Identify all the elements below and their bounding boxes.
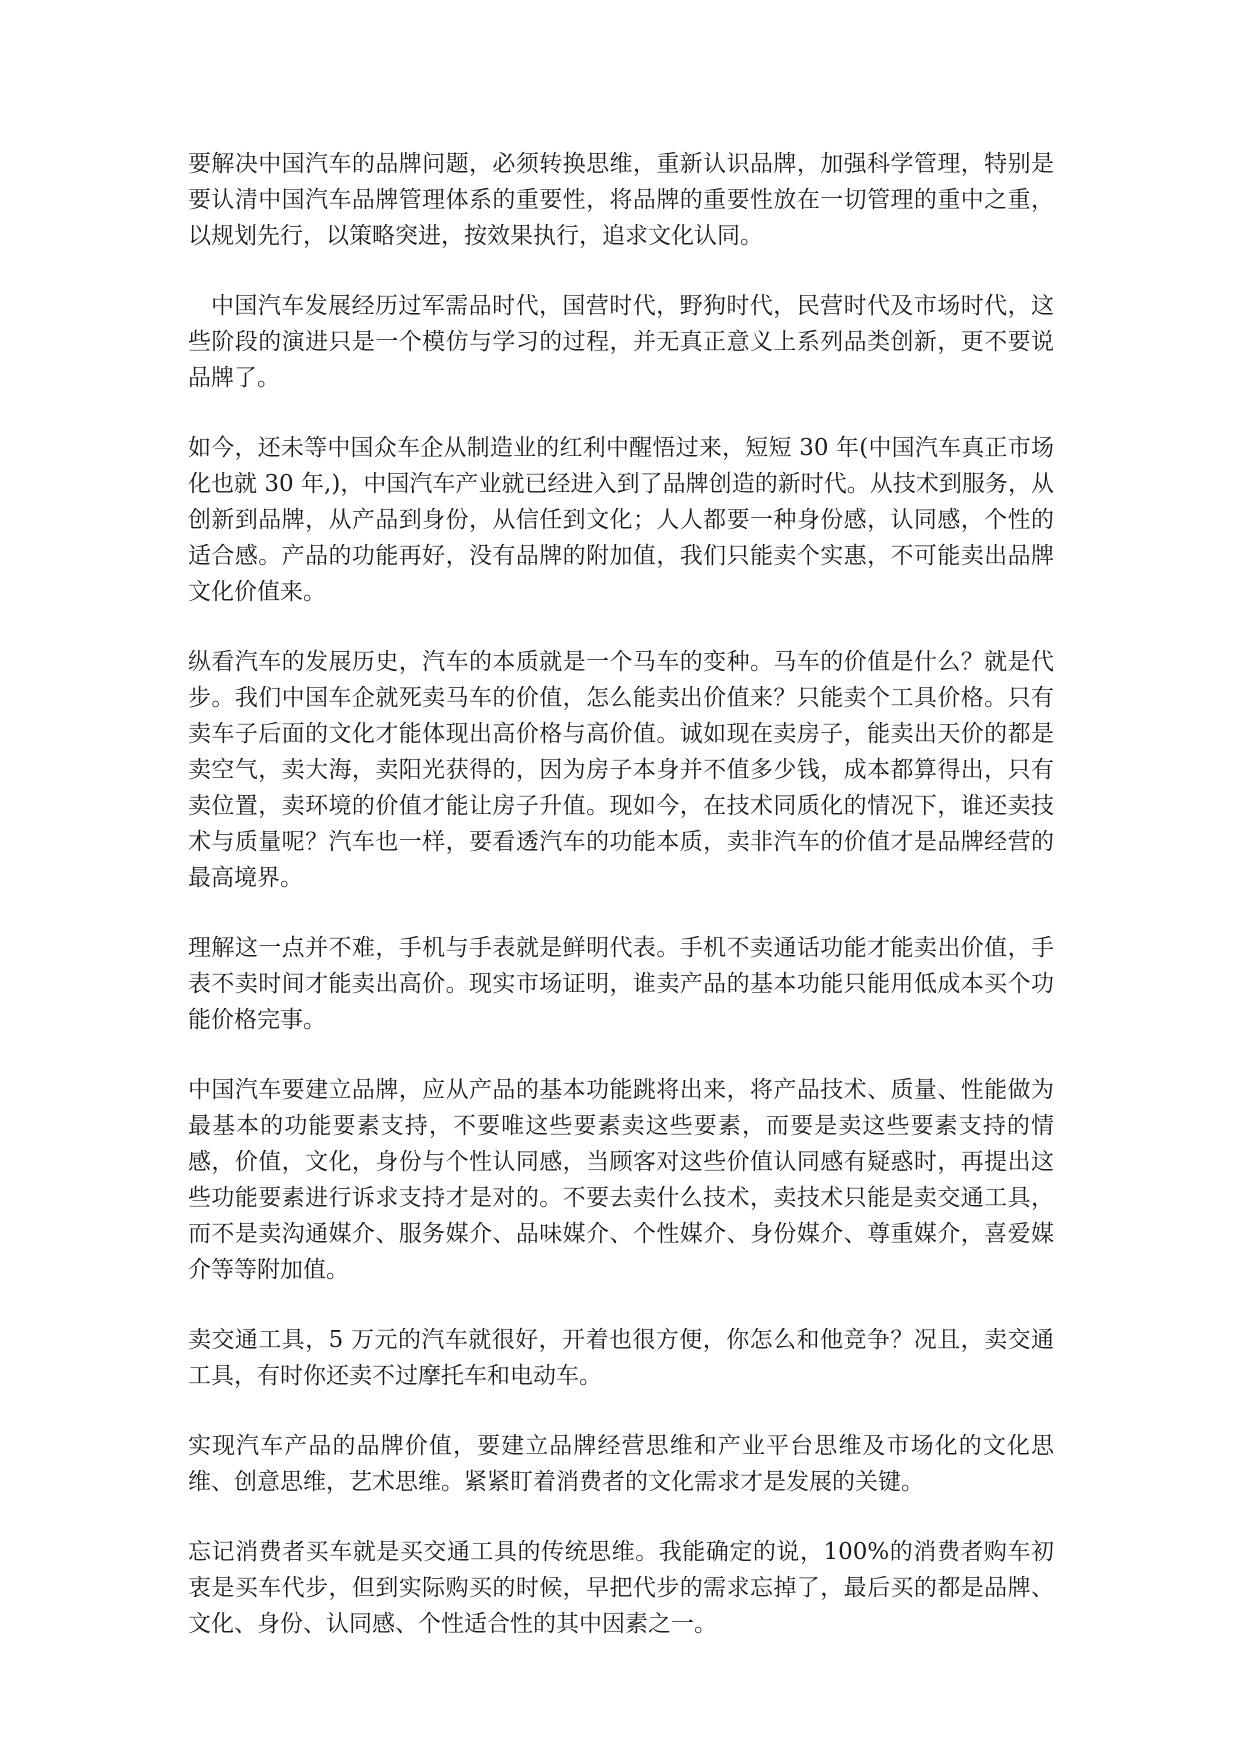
paragraph-new-era: 如今，还未等中国众车企从制造业的红利中醒悟过来，短短 30 年(中国汽车真正市场化也就 30 年,)，中国汽车产业就已经进入到了品牌创造的新时代。从技术到服务，从创新到品牌，从产品到身份，从信任到文化；人人都要一种身份感，认同感，个性的适合感。产品的功能再好，没有品牌的附加值，我们只能卖个实惠，不可能卖出品牌文化价值来。 [188,435,1054,605]
document-page [188,146,1054,1676]
paragraph-forget-tradition: 忘记消费者买车就是买交通工具的传统思维。我能确定的说，100%的消费者购车初衷是买车代步，但到实际购买的时候，早把代步的需求忘掉了，最后买的都是品牌、文化、身份、认同感、个性适合性的其中因素之一。 [188,1539,1054,1637]
paragraph-build-brand: 中国汽车要建立品牌，应从产品的基本功能跳将出来，将产品技术、质量、性能做为最基本的功能要素支持，不要唯这些要素卖这些要素，而要是卖这些要素支持的情感，价值，文化，身份与个性认同感，当顾客对这些价值认同感有疑惑时，再提出这些功能要素进行诉求支持才是对的。不要去卖什么技术，卖技术只能是卖交通工具，而不是卖沟通媒介、服务媒介、品味媒介、个性媒介、身份媒介、尊重媒介，喜爱媒介等等附加值。 [188,1077,1054,1283]
paragraph-brand-value: 实现汽车产品的品牌价值，要建立品牌经营思维和产业平台思维及市场化的文化思维、创意思维，艺术思维。紧紧盯着消费者的文化需求才是发展的关键。 [188,1433,1054,1495]
paragraph-transport-tool: 卖交通工具，5 万元的汽车就很好，开着也很方便，你怎么和他竞争？况且，卖交通工具，有时你还卖不过摩托车和电动车。 [188,1327,1054,1389]
paragraph-phone-watch: 理解这一点并不难，手机与手表就是鲜明代表。手机不卖通话功能才能卖出价值，手表不卖时间才能卖出高价。现实市场证明，谁卖产品的基本功能只能用低成本买个功能价格完事。 [188,935,1054,1033]
paragraph-car-essence: 纵看汽车的发展历史，汽车的本质就是一个马车的变种。马车的价值是什么？就是代步。我们中国车企就死卖马车的价值，怎么能卖出价值来？只能卖个工具价格。只有卖车子后面的文化才能体现出高价格与高价值。诚如现在卖房子，能卖出天价的都是卖空气，卖大海，卖阳光获得的，因为房子本身并不值多少钱，成本都算得出，只有卖位置，卖环境的价值才能让房子升值。现如今，在技术同质化的情况下，谁还卖技术与质量呢？汽车也一样，要看透汽车的功能本质，卖非汽车的价值才是品牌经营的最高境界。 [188,649,1054,891]
paragraph-brand-problem: 要解决中国汽车的品牌问题，必须转换思维，重新认识品牌，加强科学管理，特别是要认清中国汽车品牌管理体系的重要性，将品牌的重要性放在一切管理的重中之重，以规划先行，以策略突进，按效果执行，追求文化认同。 [188,151,1054,249]
paragraph-development-history: 中国汽车发展经历过军需品时代，国营时代，野狗时代，民营时代及市场时代，这些阶段的演进只是一个模仿与学习的过程，并无真正意义上系列品类创新，更不要说品牌了。 [188,293,1054,391]
